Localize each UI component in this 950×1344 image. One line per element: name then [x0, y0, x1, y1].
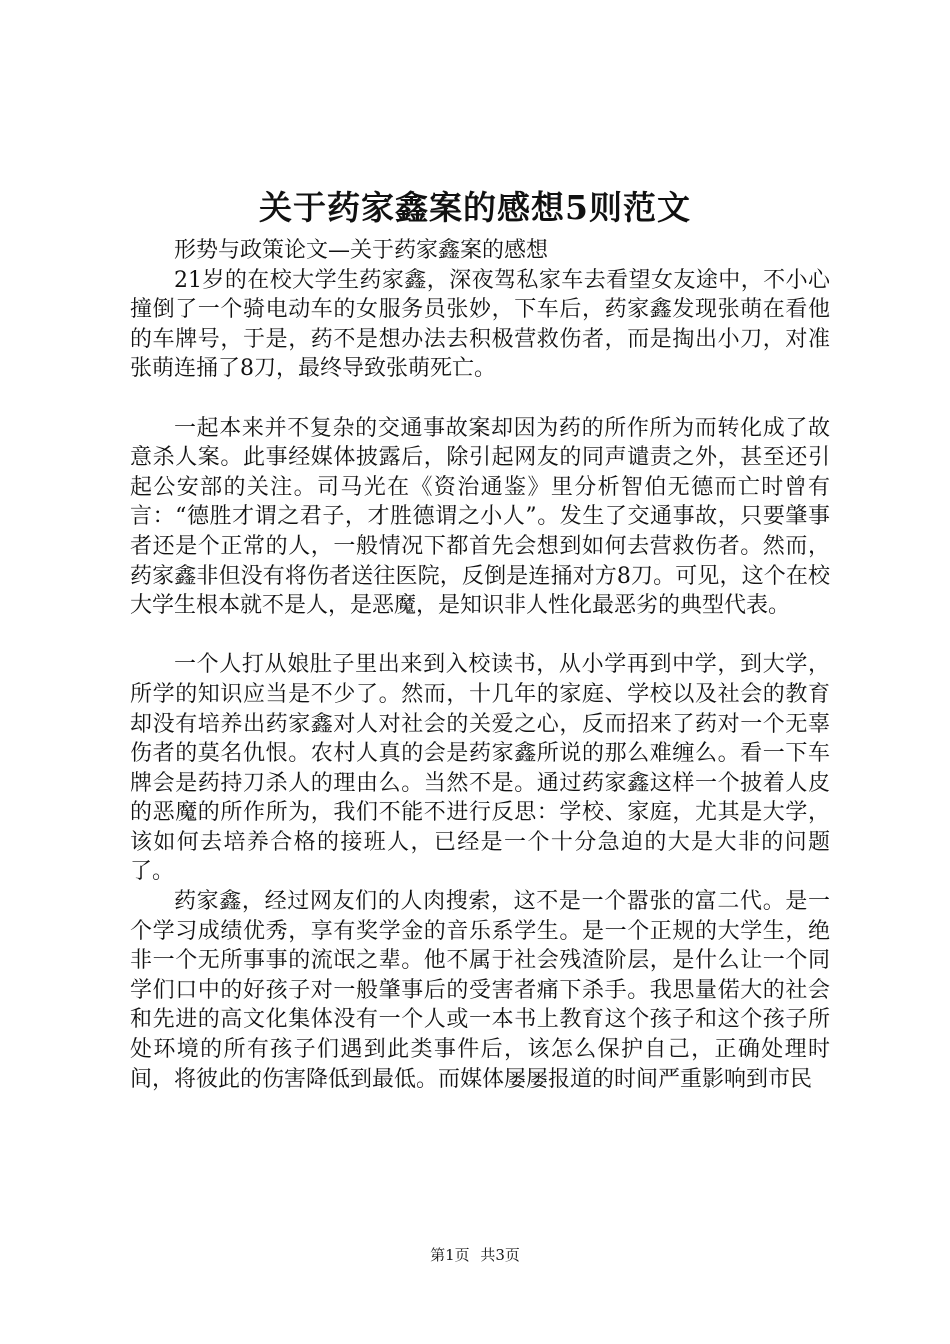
paragraph: 药家鑫，经过网友们的人肉搜索，这不是一个嚣张的富二代。是一个学习成绩优秀，享有奖学金的音乐系学生。是一个正规的大学生，绝非一个无所事事的流氓之辈。他不属于社会残渣阶层，是什么让一个同学们口中的好孩子对一般肇事后的受害者痛下杀手。我思量偌大的社会和先进的高文化集体没有一个人或一本书上教育这个孩子和这个孩子所处环境的所有孩子们遇到此类事件后，该怎么保护自己，正确处理时间，将彼此的伤害降低到最低。而媒体屡屡报道的时间严重影响到市民: [130, 889, 830, 1092]
document-title: 关于药家鑫案的感想5则范文: [259, 188, 691, 227]
page-number: 第1页: [430, 1246, 470, 1264]
page-footer: [0, 1245, 950, 1265]
document-body: [130, 236, 830, 1094]
paragraph-subtitle: 形势与政策论文—关于药家鑫案的感想: [174, 238, 549, 263]
paragraph: 一个人打从娘肚子里出来到入校读书，从小学再到中学，到大学，所学的知识应当是不少了。然而，十几年的家庭、学校以及社会的教育却没有培养出药家鑫对人对社会的关爱之心，反而招来了药对一个无辜伤者的莫名仇恨。农村人真的会是药家鑫所说的那么难缠么。看一下车牌会是药持刀杀人的理由么。当然不是。通过药家鑫这样一个披着人皮的恶魔的所作所为，我们不能不进行反思：学校、家庭，尤其是大学，该如何去培养合格的接班人，已经是一个十分急迫的大是大非的问题了。: [130, 652, 830, 885]
page-total: 共3页: [480, 1246, 520, 1264]
paragraph: 一起本来并不复杂的交通事故案却因为药的所作所为而转化成了故意杀人案。此事经媒体披露后，除引起网友的同声谴责之外，甚至还引起公安部的关注。司马光在《资治通鉴》里分析智伯无德而亡时曾有言：“德胜才谓之君子，才胜德谓之小人”。发生了交通事故，只要肇事者还是个正常的人，一般情况下都首先会想到如何去营救伤者。然而，药家鑫非但没有将伤者送往医院，反倒是连捅对方8刀。可见，这个在校大学生根本就不是人，是恶魔，是知识非人性化最恶劣的典型代表。: [130, 415, 830, 619]
paragraph: 21岁的在校大学生药家鑫，深夜驾私家车去看望女友途中，不小心撞倒了一个骑电动车的女服务员张妙，下车后，药家鑫发现张萌在看他的车牌号，于是，药不是想办法去积极营救伤者，而是掏出小刀，对准张萌连捅了8刀，最终导致张萌死亡。: [130, 267, 830, 382]
